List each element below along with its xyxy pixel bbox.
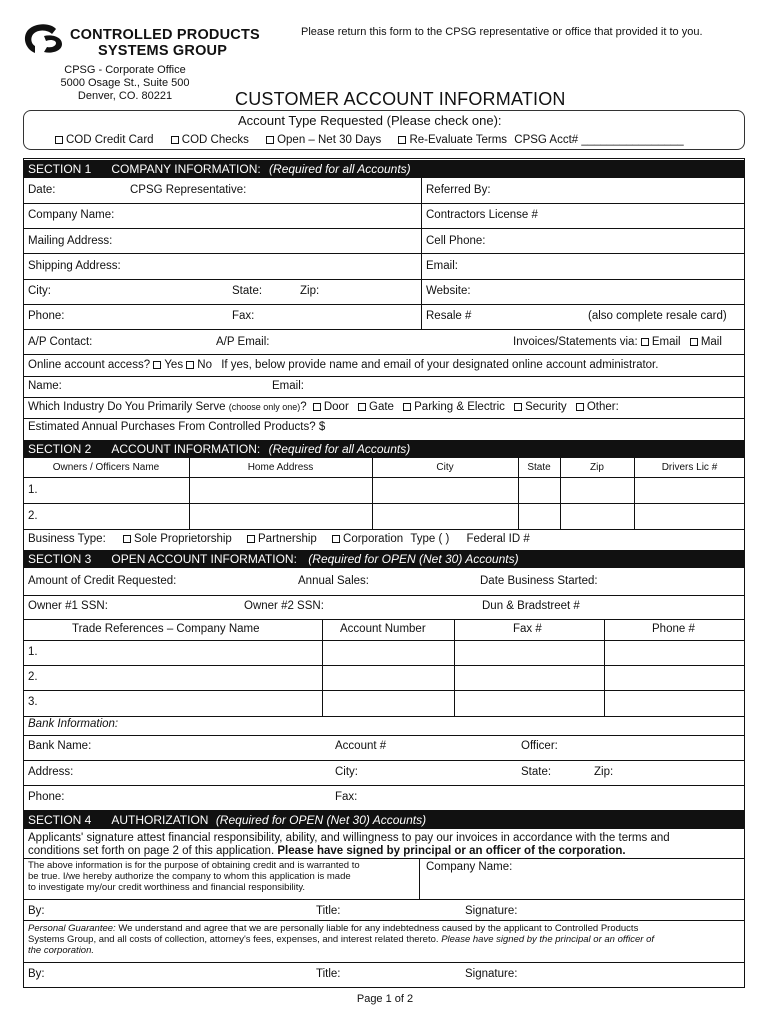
resale-field[interactable]: Resale # — [426, 310, 472, 322]
online-note: If yes, below provide name and email of your designated online account administrator. — [221, 359, 659, 371]
office-line-1: CPSG - Corporate Office — [64, 64, 186, 76]
attest-text: Applicants' signature attest financial responsibility, ability, and willingness to pay our invoices in accordance with the terms and conditions set forth on page 2 of this application. Please have signed by principal or an officer of the corporation. — [28, 832, 670, 857]
online-yes-option[interactable]: Yes — [153, 359, 183, 371]
type-paren-field[interactable]: Type ( ) — [410, 533, 450, 545]
checkbox-icon[interactable] — [186, 361, 194, 369]
checkbox-icon[interactable] — [171, 136, 179, 144]
online-access-row: Online account access? Yes No If yes, below provide name and email of your designated online account administrator. — [28, 359, 659, 371]
checkbox-icon[interactable] — [123, 535, 131, 543]
auth-by-field[interactable]: By: — [28, 905, 45, 917]
referred-field[interactable]: Referred By: — [426, 184, 491, 196]
col-city: City — [436, 462, 454, 473]
checkbox-icon[interactable] — [153, 361, 161, 369]
bank-address-field[interactable]: Address: — [28, 766, 74, 778]
bank-phone-field[interactable]: Phone: — [28, 791, 65, 803]
industry-security[interactable]: Security — [514, 401, 567, 413]
bank-info-label: Bank Information: — [28, 718, 119, 730]
owner2-ssn-field[interactable]: Owner #2 SSN: — [244, 600, 324, 612]
col-state: State — [527, 462, 551, 473]
option-cod-checks[interactable]: COD Checks — [171, 134, 249, 146]
contractors-license-field[interactable]: Contractors License # — [426, 209, 538, 221]
annual-sales-field[interactable]: Annual Sales: — [298, 575, 369, 587]
bank-officer-field[interactable]: Officer: — [521, 740, 558, 752]
return-note: Please return this form to the CPSG representative or office that provided it to you. — [301, 26, 703, 38]
industry-door[interactable]: Door — [313, 401, 349, 413]
section2-header: SECTION 2 ACCOUNT INFORMATION: (Required for all Accounts) — [23, 440, 745, 458]
page-number: Page 1 of 2 — [356, 993, 414, 1005]
resale-note: (also complete resale card) — [588, 310, 727, 322]
fax-field[interactable]: Fax: — [232, 310, 255, 322]
company-name-line1: CONTROLLED PRODUCTS — [70, 27, 260, 43]
website-field[interactable]: Website: — [426, 285, 471, 297]
bank-account-field[interactable]: Account # — [335, 740, 387, 752]
account-type-options — [55, 134, 684, 146]
trade-row-3[interactable]: 3. — [28, 696, 38, 708]
bank-name-field[interactable]: Bank Name: — [28, 740, 92, 752]
state-field[interactable]: State: — [232, 285, 263, 297]
federal-id-field[interactable]: Federal ID # — [466, 533, 530, 545]
auth-title-field[interactable]: Title: — [316, 905, 341, 917]
industry-parking[interactable]: Parking & Electric — [403, 401, 505, 413]
col-home-address: Home Address — [247, 462, 314, 473]
company-name-line2: SYSTEMS GROUP — [98, 43, 228, 59]
zip-field[interactable]: Zip: — [300, 285, 320, 297]
trade-row-2[interactable]: 2. — [28, 671, 38, 683]
col-drivers-lic: Drivers Lic # — [661, 462, 718, 473]
checkbox-icon[interactable] — [576, 403, 584, 411]
invoice-mail-option[interactable]: Mail — [690, 336, 722, 348]
bank-state-field[interactable]: State: — [521, 766, 552, 778]
cpsg-acct-field[interactable]: CPSG Acct# ________________ — [514, 134, 684, 146]
cell-phone-field[interactable]: Cell Phone: — [426, 235, 486, 247]
checkbox-icon[interactable] — [690, 338, 698, 346]
dun-bradstreet-field[interactable]: Dun & Bradstreet # — [482, 600, 580, 612]
admin-name-field[interactable]: Name: — [28, 380, 62, 392]
page-title: CUSTOMER ACCOUNT INFORMATION — [235, 89, 566, 109]
mailing-address-field[interactable]: Mailing Address: — [28, 235, 113, 247]
company-name-field[interactable]: Company Name: — [28, 209, 115, 221]
online-no-option[interactable]: No — [186, 359, 212, 371]
ap-email-field[interactable]: A/P Email: — [216, 336, 270, 348]
office-address — [60, 64, 190, 103]
checkbox-icon[interactable] — [398, 136, 406, 144]
type-corporation[interactable]: Corporation — [332, 533, 403, 545]
col-trade-references: Trade References – Company Name — [72, 623, 260, 635]
col-fax: Fax # — [513, 623, 542, 635]
rep-field[interactable]: CPSG Representative: — [130, 184, 247, 196]
bank-zip-field[interactable]: Zip: — [594, 766, 614, 778]
section1-header: SECTION 1 COMPANY INFORMATION: (Required for all Accounts) — [23, 160, 745, 178]
option-cod-credit-card[interactable]: COD Credit Card — [55, 134, 154, 146]
personal-guarantee-text: Personal Guarantee: We understand and agree that we are personally liable for any indebtedness caused by the applicant to Controlled Products Systems Group, and all costs of collection, attorney's fees, expenses, and interest related thereto. Please have signed by the principal or an officer of the corporation. — [28, 923, 655, 956]
invoice-email-option[interactable]: Email — [641, 336, 681, 348]
owner1-ssn-field[interactable]: Owner #1 SSN: — [28, 600, 108, 612]
guarantee-by-field[interactable]: By: — [28, 968, 45, 980]
option-open-net30[interactable]: Open – Net 30 Days — [266, 134, 381, 146]
trade-row-1[interactable]: 1. — [28, 646, 38, 658]
checkbox-icon[interactable] — [332, 535, 340, 543]
ap-contact-field[interactable]: A/P Contact: — [28, 336, 93, 348]
col-owners: Owners / Officers Name — [52, 462, 160, 473]
info-warrant-text: The above information is for the purpose of obtaining credit and is warranted to be true. I/we hereby authorize the company to whom this application is made to investigate my/our credit worthiness and financial responsibility. — [28, 860, 360, 893]
col-phone: Phone # — [652, 623, 695, 635]
bank-fax-field[interactable]: Fax: — [335, 791, 358, 803]
type-partnership[interactable]: Partnership — [247, 533, 317, 545]
checkbox-icon[interactable] — [313, 403, 321, 411]
office-line-2: 5000 Osage St., Suite 500 — [60, 77, 190, 89]
section4-header: SECTION 4 AUTHORIZATION (Required for OPEN (Net 30) Accounts) — [23, 811, 745, 829]
option-re-evaluate[interactable]: Re-Evaluate Terms — [398, 134, 507, 146]
email-field[interactable]: Email: — [426, 260, 458, 272]
checkbox-icon[interactable] — [403, 403, 411, 411]
bank-city-field[interactable]: City: — [335, 766, 358, 778]
checkbox-icon[interactable] — [247, 535, 255, 543]
section3-header: SECTION 3 OPEN ACCOUNT INFORMATION: (Required for OPEN (Net 30) Accounts) — [23, 550, 745, 568]
city-field[interactable]: City: — [28, 285, 51, 297]
annual-purchases-field[interactable]: Estimated Annual Purchases From Controlled Products? $ — [28, 421, 326, 433]
guarantee-title-field[interactable]: Title: — [316, 968, 341, 980]
industry-other[interactable]: Other: — [576, 401, 619, 413]
guarantee-signature-field[interactable]: Signature: — [465, 968, 518, 980]
checkbox-icon[interactable] — [641, 338, 649, 346]
shipping-address-field[interactable]: Shipping Address: — [28, 260, 121, 272]
type-sole-prop[interactable]: Sole Proprietorship — [123, 533, 232, 545]
col-account-number: Account Number — [340, 623, 426, 635]
owner-row-2[interactable]: 2. — [28, 510, 38, 522]
owner-row-1[interactable]: 1. — [28, 484, 38, 496]
checkbox-icon[interactable] — [514, 403, 522, 411]
office-line-3: Denver, CO. 80221 — [77, 90, 173, 102]
checkbox-icon[interactable] — [266, 136, 274, 144]
col-zip: Zip — [590, 462, 604, 473]
admin-email-field[interactable]: Email: — [272, 380, 304, 392]
account-type-heading: Account Type Requested (Please check one): — [238, 113, 502, 128]
phone-field[interactable]: Phone: — [28, 310, 65, 322]
auth-company-name-field[interactable]: Company Name: — [426, 861, 513, 873]
cpsg-logo — [22, 22, 66, 58]
industry-row: Which Industry Do You Primarily Serve (choose only one)? Door Gate Parking & Electric Security Other: — [28, 401, 619, 413]
checkbox-icon[interactable] — [55, 136, 63, 144]
date-started-field[interactable]: Date Business Started: — [480, 575, 598, 587]
industry-gate[interactable]: Gate — [358, 401, 394, 413]
invoices-via: Invoices/Statements via: Email Mail — [513, 336, 722, 348]
auth-signature-field[interactable]: Signature: — [465, 905, 518, 917]
business-type-row: Business Type: Sole Proprietorship Partnership Corporation Type ( ) Federal ID # — [28, 533, 530, 545]
credit-requested-field[interactable]: Amount of Credit Requested: — [28, 575, 177, 587]
checkbox-icon[interactable] — [358, 403, 366, 411]
date-field[interactable]: Date: — [28, 184, 56, 196]
